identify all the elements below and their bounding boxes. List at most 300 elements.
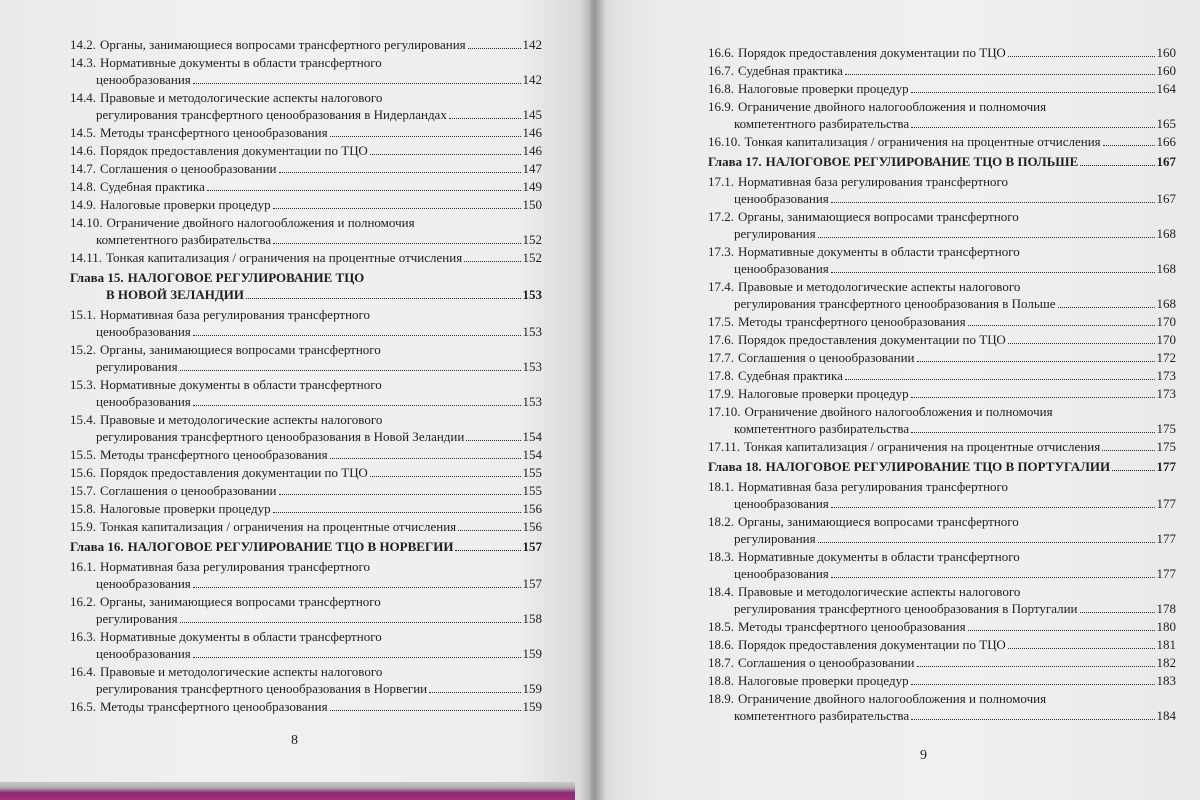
toc-entry-text bbox=[708, 672, 1176, 689]
toc-entry-text bbox=[708, 173, 1176, 207]
dot-leader bbox=[273, 243, 520, 244]
toc-entry-number: 15.4. bbox=[70, 412, 96, 427]
toc-entry-title: ценообразования bbox=[96, 72, 191, 87]
dot-leader bbox=[464, 261, 520, 262]
toc-entry bbox=[70, 500, 542, 517]
toc-entry-number: 16.6. bbox=[708, 45, 734, 60]
toc-entry bbox=[70, 178, 542, 195]
toc-entry-title: ценообразования bbox=[734, 261, 829, 276]
toc-entry-page: 168 bbox=[1156, 296, 1176, 311]
dot-leader bbox=[466, 440, 520, 441]
toc-entry bbox=[708, 98, 1176, 132]
toc-entry-title: Налоговые проверки процедур bbox=[738, 673, 909, 688]
toc-entry-page: 149 bbox=[522, 179, 542, 194]
dot-leader bbox=[818, 542, 1155, 543]
toc-entry-page: 181 bbox=[1156, 637, 1176, 652]
dot-leader bbox=[458, 530, 520, 531]
toc-entry bbox=[708, 44, 1176, 61]
toc-entry-title: Нормативные документы в области трансфертного bbox=[100, 629, 382, 644]
dot-leader bbox=[273, 208, 521, 209]
toc-entry bbox=[70, 124, 542, 141]
toc-entry-line bbox=[708, 349, 1176, 366]
toc-entry-line bbox=[708, 115, 1176, 132]
toc-entry-page: 167 bbox=[1156, 191, 1176, 206]
toc-entry-line bbox=[708, 618, 1176, 635]
toc-entry bbox=[70, 464, 542, 481]
toc-entry-title: Налоговые проверки процедур bbox=[100, 501, 271, 516]
toc-entry-text bbox=[70, 376, 542, 410]
toc-entry-title: Правовые и методологические аспекты налогового bbox=[738, 279, 1021, 294]
dot-leader bbox=[330, 710, 521, 711]
toc-entry bbox=[708, 80, 1176, 97]
toc-entry-title: Нормативная база регулирования трансфертного bbox=[738, 174, 1009, 189]
toc-entry bbox=[70, 411, 542, 445]
toc-entry-page: 170 bbox=[1156, 332, 1176, 347]
toc-entry-title: Соглашения о ценообразовании bbox=[738, 350, 915, 365]
toc-entry bbox=[70, 249, 542, 266]
toc-entry-page: 156 bbox=[522, 501, 542, 516]
dot-leader bbox=[193, 335, 521, 336]
toc-entry-text bbox=[70, 628, 542, 662]
toc-entry bbox=[70, 142, 542, 159]
toc-entry-line bbox=[708, 44, 1176, 61]
toc-entry-title: Судебная практика bbox=[100, 179, 205, 194]
toc-entry-text bbox=[70, 518, 542, 535]
toc-entry-title: Порядок предоставления документации по ТЦО bbox=[738, 332, 1006, 347]
toc-entry-title: Ограничение двойного налогообложения и полномочия bbox=[744, 404, 1053, 419]
book-cover-edge bbox=[0, 782, 575, 800]
toc-entry bbox=[70, 446, 542, 463]
toc-entry bbox=[70, 593, 542, 627]
toc-entry-number: 17.11. bbox=[708, 439, 741, 454]
toc-entry bbox=[708, 672, 1176, 689]
toc-entry-text bbox=[708, 438, 1176, 455]
toc-entry-title: НАЛОГОВОЕ РЕГУЛИРОВАНИЕ ТЦО В НОРВЕГИИ bbox=[127, 539, 454, 554]
toc-entry-number: 15.1. bbox=[70, 307, 96, 322]
toc-entry-text bbox=[70, 482, 542, 499]
dot-leader bbox=[468, 48, 521, 49]
toc-entry-title: Порядок предоставления документации по ТЦО bbox=[738, 637, 1006, 652]
toc-entry-text bbox=[708, 458, 1176, 475]
toc-entry-number: 18.1. bbox=[708, 479, 734, 494]
toc-entry-line bbox=[70, 645, 542, 662]
toc-entry-title: регулирования трансфертного ценообразования в Норвегии bbox=[96, 681, 428, 696]
dot-leader bbox=[330, 136, 521, 137]
toc-entry-title: Органы, занимающиеся вопросами трансфертного bbox=[100, 594, 381, 609]
toc-entry bbox=[708, 478, 1176, 512]
toc-entry-number: 14.6. bbox=[70, 143, 96, 158]
toc-entry-title: Порядок предоставления документации по ТЦО bbox=[100, 143, 368, 158]
toc-entry-line bbox=[708, 80, 1176, 97]
toc-entry-page: 150 bbox=[522, 197, 542, 212]
toc-entry-line bbox=[708, 707, 1176, 724]
dot-leader bbox=[968, 325, 1155, 326]
toc-entry-title: Тонкая капитализация / ограничения на процентные отчисления bbox=[100, 519, 457, 534]
toc-entry-text bbox=[70, 214, 542, 248]
toc-entry-title: Методы трансфертного ценообразования bbox=[738, 619, 966, 634]
toc-entry-title: регулирования bbox=[734, 226, 816, 241]
toc-entry-line bbox=[708, 243, 1176, 260]
toc-entry-number: 16.10. bbox=[708, 134, 741, 149]
toc-entry-text bbox=[708, 513, 1176, 547]
toc-entry bbox=[708, 62, 1176, 79]
toc-entry-line bbox=[708, 438, 1176, 455]
toc-entry-page: 153 bbox=[522, 287, 542, 302]
toc-entry-text bbox=[708, 331, 1176, 348]
toc-entry bbox=[70, 214, 542, 248]
toc-entry-page: 146 bbox=[522, 143, 542, 158]
toc-entry-page: 178 bbox=[1156, 601, 1176, 616]
toc-entry-line bbox=[708, 133, 1176, 150]
dot-leader bbox=[1103, 145, 1155, 146]
toc-entry-text bbox=[708, 313, 1176, 330]
toc-entry-number: 14.9. bbox=[70, 197, 96, 212]
dot-leader bbox=[193, 405, 521, 406]
toc-entry-page: 152 bbox=[522, 232, 542, 247]
toc-entry-text bbox=[708, 367, 1176, 384]
toc-entry-line bbox=[70, 71, 542, 88]
dot-leader bbox=[911, 432, 1154, 433]
toc-entry-page: 152 bbox=[522, 250, 542, 265]
toc-entry-title: компетентного разбирательства bbox=[734, 708, 910, 723]
dot-leader bbox=[193, 657, 521, 658]
dot-leader bbox=[370, 476, 521, 477]
toc-entry bbox=[708, 278, 1176, 312]
toc-entry-number: 16.3. bbox=[70, 629, 96, 644]
toc-entry-line bbox=[708, 278, 1176, 295]
toc-entry-title: Соглашения о ценообразовании bbox=[100, 483, 277, 498]
toc-entry-line bbox=[708, 173, 1176, 190]
toc-entry-page: 146 bbox=[522, 125, 542, 140]
toc-entry-number: 15.9. bbox=[70, 519, 96, 534]
toc-entry-text bbox=[708, 478, 1176, 512]
toc-entry bbox=[708, 548, 1176, 582]
toc-entry-number: 15.5. bbox=[70, 447, 96, 462]
toc-entry bbox=[708, 367, 1176, 384]
toc-entry-line bbox=[708, 565, 1176, 582]
toc-entry-line bbox=[708, 583, 1176, 600]
toc-entry bbox=[708, 243, 1176, 277]
toc-entry-text bbox=[70, 663, 542, 697]
toc-entry-number: 15.6. bbox=[70, 465, 96, 480]
toc-entry-page: 153 bbox=[522, 324, 542, 339]
toc-entry-number: 16.2. bbox=[70, 594, 96, 609]
toc-entry-title: Порядок предоставления документации по ТЦО bbox=[738, 45, 1006, 60]
toc-entry-text bbox=[708, 44, 1176, 61]
dot-leader bbox=[911, 397, 1155, 398]
right-page bbox=[590, 0, 1200, 800]
toc-entry-text bbox=[708, 618, 1176, 635]
toc-entry-title: регулирования трансфертного ценообразования в Новой Зеландии bbox=[96, 429, 465, 444]
toc-entry-page: 182 bbox=[1156, 655, 1176, 670]
toc-entry-text bbox=[708, 98, 1176, 132]
toc-entry-text bbox=[70, 593, 542, 627]
toc-entry-title: компетентного разбирательства bbox=[734, 116, 910, 131]
toc-entry-line bbox=[708, 420, 1176, 437]
dot-leader bbox=[1080, 165, 1154, 166]
toc-entry-text bbox=[70, 411, 542, 445]
toc-entry-line bbox=[708, 190, 1176, 207]
dot-leader bbox=[449, 118, 521, 119]
toc-entry-line bbox=[70, 482, 542, 499]
toc-entry-number: 17.10. bbox=[708, 404, 741, 419]
toc-entry-text bbox=[708, 208, 1176, 242]
toc-entry-text bbox=[708, 654, 1176, 671]
toc-entry-line bbox=[708, 98, 1176, 115]
toc-entry-number: 17.8. bbox=[708, 368, 734, 383]
toc-entry bbox=[708, 173, 1176, 207]
dot-leader bbox=[911, 719, 1154, 720]
toc-entry-title: регулирования трансфертного ценообразования в Нидерландах bbox=[96, 107, 447, 122]
toc-entry-title: Ограничение двойного налогообложения и полномочия bbox=[106, 215, 415, 230]
toc-entry-number: 14.3. bbox=[70, 55, 96, 70]
toc-entry-title: НАЛОГОВОЕ РЕГУЛИРОВАНИЕ ТЦО В ПОЛЬШЕ bbox=[765, 154, 1079, 169]
toc-entry-line bbox=[70, 214, 542, 231]
toc-entry-text bbox=[708, 548, 1176, 582]
toc-entry-title: Методы трансфертного ценообразования bbox=[100, 125, 328, 140]
toc-entry-line bbox=[70, 286, 542, 303]
dot-leader bbox=[370, 154, 521, 155]
toc-entry-page: 168 bbox=[1156, 226, 1176, 241]
toc-entry-number: 14.10. bbox=[70, 215, 103, 230]
toc-entry-text bbox=[708, 133, 1176, 150]
toc-entry bbox=[708, 438, 1176, 455]
toc-entry-title: Порядок предоставления документации по ТЦО bbox=[100, 465, 368, 480]
toc-entry-page: 183 bbox=[1156, 673, 1176, 688]
toc-entry-page: 184 bbox=[1156, 708, 1176, 723]
toc-entry-title: Органы, занимающиеся вопросами трансфертного bbox=[738, 514, 1019, 529]
toc-entry-number: 14.11. bbox=[70, 250, 103, 265]
toc-entry bbox=[70, 628, 542, 662]
toc-entry-line bbox=[70, 306, 542, 323]
dot-leader bbox=[1008, 343, 1155, 344]
toc-entry bbox=[70, 36, 542, 53]
toc-entry-line bbox=[708, 153, 1176, 170]
toc-entry-number: 14.2. bbox=[70, 37, 96, 52]
toc-entry-line bbox=[708, 208, 1176, 225]
toc-entry-title: ценообразования bbox=[734, 496, 829, 511]
page-number-left: 8 bbox=[291, 733, 298, 748]
toc-entry-number: 14.5. bbox=[70, 125, 96, 140]
toc-entry-text bbox=[70, 36, 542, 53]
toc-entry-text bbox=[70, 341, 542, 375]
toc-entry-line bbox=[70, 269, 542, 286]
toc-entry-page: 175 bbox=[1156, 439, 1176, 454]
dot-leader bbox=[1080, 612, 1155, 613]
toc-entry-line bbox=[708, 260, 1176, 277]
toc-entry-text bbox=[70, 249, 542, 266]
toc-entry-line bbox=[70, 610, 542, 627]
toc-entry-title: регулирования трансфертного ценообразования в Польше bbox=[734, 296, 1056, 311]
toc-entry-page: 158 bbox=[522, 611, 542, 626]
toc-entry-title: ценообразования bbox=[734, 191, 829, 206]
toc-entry-text bbox=[708, 62, 1176, 79]
toc-entry-page: 157 bbox=[522, 539, 542, 554]
dot-leader bbox=[911, 127, 1154, 128]
toc-entry-number: 17.5. bbox=[708, 314, 734, 329]
toc-entry-line bbox=[70, 341, 542, 358]
toc-entry-line bbox=[708, 367, 1176, 384]
toc-entry-text bbox=[708, 385, 1176, 402]
toc-entry-line bbox=[70, 142, 542, 159]
toc-entry bbox=[708, 654, 1176, 671]
toc-entry-line bbox=[70, 196, 542, 213]
toc-entry-title: Органы, занимающиеся вопросами трансфертного регулирования bbox=[100, 37, 466, 52]
dot-leader bbox=[1058, 307, 1155, 308]
toc-entry-line bbox=[70, 124, 542, 141]
toc-entry-line bbox=[70, 446, 542, 463]
toc-entry-number: 18.9. bbox=[708, 691, 734, 706]
toc-entry-page: 157 bbox=[522, 576, 542, 591]
toc-entry-title: Правовые и методологические аспекты налогового bbox=[100, 664, 383, 679]
dot-leader bbox=[193, 83, 521, 84]
toc-entry-title: В НОВОЙ ЗЕЛАНДИИ bbox=[106, 287, 245, 302]
toc-entry-line bbox=[70, 358, 542, 375]
toc-entry-number: 17.2. bbox=[708, 209, 734, 224]
toc-entry-line bbox=[70, 376, 542, 393]
dot-leader bbox=[180, 622, 521, 623]
toc-entry bbox=[708, 618, 1176, 635]
toc-entry-text bbox=[70, 54, 542, 88]
toc-entry-number: 18.6. bbox=[708, 637, 734, 652]
toc-entry bbox=[708, 313, 1176, 330]
toc-entry bbox=[70, 341, 542, 375]
toc-entry-line bbox=[708, 600, 1176, 617]
toc-entry-line bbox=[708, 385, 1176, 402]
toc-entry-title: Нормативные документы в области трансфертного bbox=[738, 549, 1020, 564]
toc-entry bbox=[708, 513, 1176, 547]
toc-entry-text bbox=[708, 153, 1176, 170]
toc-entry-text bbox=[708, 690, 1176, 724]
page-number-right: 9 bbox=[920, 748, 927, 763]
dot-leader bbox=[968, 630, 1155, 631]
dot-leader bbox=[911, 684, 1155, 685]
dot-leader bbox=[831, 507, 1155, 508]
toc-entry-line bbox=[708, 478, 1176, 495]
toc-entry-text bbox=[708, 278, 1176, 312]
toc-entry-line bbox=[708, 636, 1176, 653]
dot-leader bbox=[1102, 450, 1154, 451]
toc-entry-title: Правовые и методологические аспекты налогового bbox=[100, 90, 383, 105]
toc-entry-page: 175 bbox=[1156, 421, 1176, 436]
toc-entry-text bbox=[70, 142, 542, 159]
toc-entry-page: 142 bbox=[522, 72, 542, 87]
toc-chapter-entry bbox=[70, 538, 542, 555]
toc-entry bbox=[708, 331, 1176, 348]
toc-entry-number: 18.2. bbox=[708, 514, 734, 529]
toc-entry-page: 180 bbox=[1156, 619, 1176, 634]
toc-entry-number: 18.4. bbox=[708, 584, 734, 599]
toc-entry-title: Нормативные документы в области трансфертного bbox=[100, 377, 382, 392]
book-spine-shadow bbox=[580, 0, 606, 800]
toc-entry-number: Глава 17. bbox=[708, 154, 762, 169]
toc-entry bbox=[70, 698, 542, 715]
toc-entry-line bbox=[708, 530, 1176, 547]
toc-entry-text bbox=[708, 243, 1176, 277]
toc-entry-page: 154 bbox=[522, 429, 542, 444]
toc-entry-page: 177 bbox=[1156, 459, 1176, 474]
dot-leader bbox=[330, 458, 521, 459]
toc-entry-page: 160 bbox=[1156, 45, 1176, 60]
toc-entry-number: 18.7. bbox=[708, 655, 734, 670]
toc-entry-line bbox=[70, 500, 542, 517]
dot-leader bbox=[279, 494, 521, 495]
dot-leader bbox=[429, 692, 520, 693]
toc-left bbox=[70, 36, 542, 716]
toc-entry-page: 159 bbox=[522, 681, 542, 696]
toc-entry-number: 17.3. bbox=[708, 244, 734, 259]
toc-entry-page: 155 bbox=[522, 483, 542, 498]
toc-entry-title: Правовые и методологические аспекты налогового bbox=[100, 412, 383, 427]
toc-entry-line bbox=[708, 495, 1176, 512]
toc-entry-text bbox=[70, 698, 542, 715]
toc-entry-title: Тонкая капитализация / ограничения на процентные отчисления bbox=[106, 250, 463, 265]
toc-chapter-entry bbox=[708, 458, 1176, 475]
toc-entry-line bbox=[70, 411, 542, 428]
dot-leader bbox=[193, 587, 521, 588]
toc-entry-title: Соглашения о ценообразовании bbox=[738, 655, 915, 670]
toc-entry bbox=[708, 690, 1176, 724]
toc-entry-line bbox=[70, 54, 542, 71]
toc-entry-title: Судебная практика bbox=[738, 368, 843, 383]
toc-entry bbox=[708, 349, 1176, 366]
toc-chapter-entry bbox=[708, 153, 1176, 170]
toc-entry-title: Нормативные документы в области трансфертного bbox=[738, 244, 1020, 259]
toc-entry bbox=[70, 196, 542, 213]
toc-entry-line bbox=[708, 62, 1176, 79]
toc-entry-title: компетентного разбирательства bbox=[96, 232, 272, 247]
toc-entry-title: Ограничение двойного налогообложения и полномочия bbox=[738, 99, 1047, 114]
toc-entry-line bbox=[708, 513, 1176, 530]
dot-leader bbox=[917, 361, 1155, 362]
toc-entry bbox=[708, 403, 1176, 437]
toc-entry-title: Соглашения о ценообразовании bbox=[100, 161, 277, 176]
toc-entry bbox=[708, 133, 1176, 150]
toc-entry-number: 18.5. bbox=[708, 619, 734, 634]
dot-leader bbox=[1008, 648, 1155, 649]
toc-entry-page: 147 bbox=[522, 161, 542, 176]
toc-entry-line bbox=[70, 160, 542, 177]
toc-entry-line bbox=[70, 36, 542, 53]
toc-entry-number: 14.8. bbox=[70, 179, 96, 194]
toc-entry-line bbox=[70, 593, 542, 610]
toc-chapter-entry bbox=[70, 269, 542, 303]
toc-entry-line bbox=[708, 331, 1176, 348]
toc-entry-page: 164 bbox=[1156, 81, 1176, 96]
toc-entry-page: 154 bbox=[522, 447, 542, 462]
toc-entry-page: 177 bbox=[1156, 531, 1176, 546]
toc-entry-line bbox=[708, 313, 1176, 330]
toc-entry-line bbox=[70, 558, 542, 575]
toc-entry-title: ценообразования bbox=[734, 566, 829, 581]
toc-entry-number: 14.4. bbox=[70, 90, 96, 105]
toc-entry-title: Тонкая капитализация / ограничения на процентные отчисления bbox=[744, 439, 1101, 454]
toc-entry-title: Судебная практика bbox=[738, 63, 843, 78]
toc-entry-text bbox=[70, 446, 542, 463]
toc-entry-number: 15.2. bbox=[70, 342, 96, 357]
toc-entry-text bbox=[708, 636, 1176, 653]
dot-leader bbox=[455, 550, 520, 551]
toc-entry-text bbox=[708, 403, 1176, 437]
toc-entry-number: 17.4. bbox=[708, 279, 734, 294]
toc-entry-title: ценообразования bbox=[96, 576, 191, 591]
toc-entry-page: 170 bbox=[1156, 314, 1176, 329]
toc-entry-title: Нормативная база регулирования трансфертного bbox=[100, 307, 371, 322]
dot-leader bbox=[831, 577, 1155, 578]
toc-entry-line bbox=[70, 428, 542, 445]
toc-entry-title: Органы, занимающиеся вопросами трансфертного bbox=[738, 209, 1019, 224]
toc-entry-page: 142 bbox=[522, 37, 542, 52]
